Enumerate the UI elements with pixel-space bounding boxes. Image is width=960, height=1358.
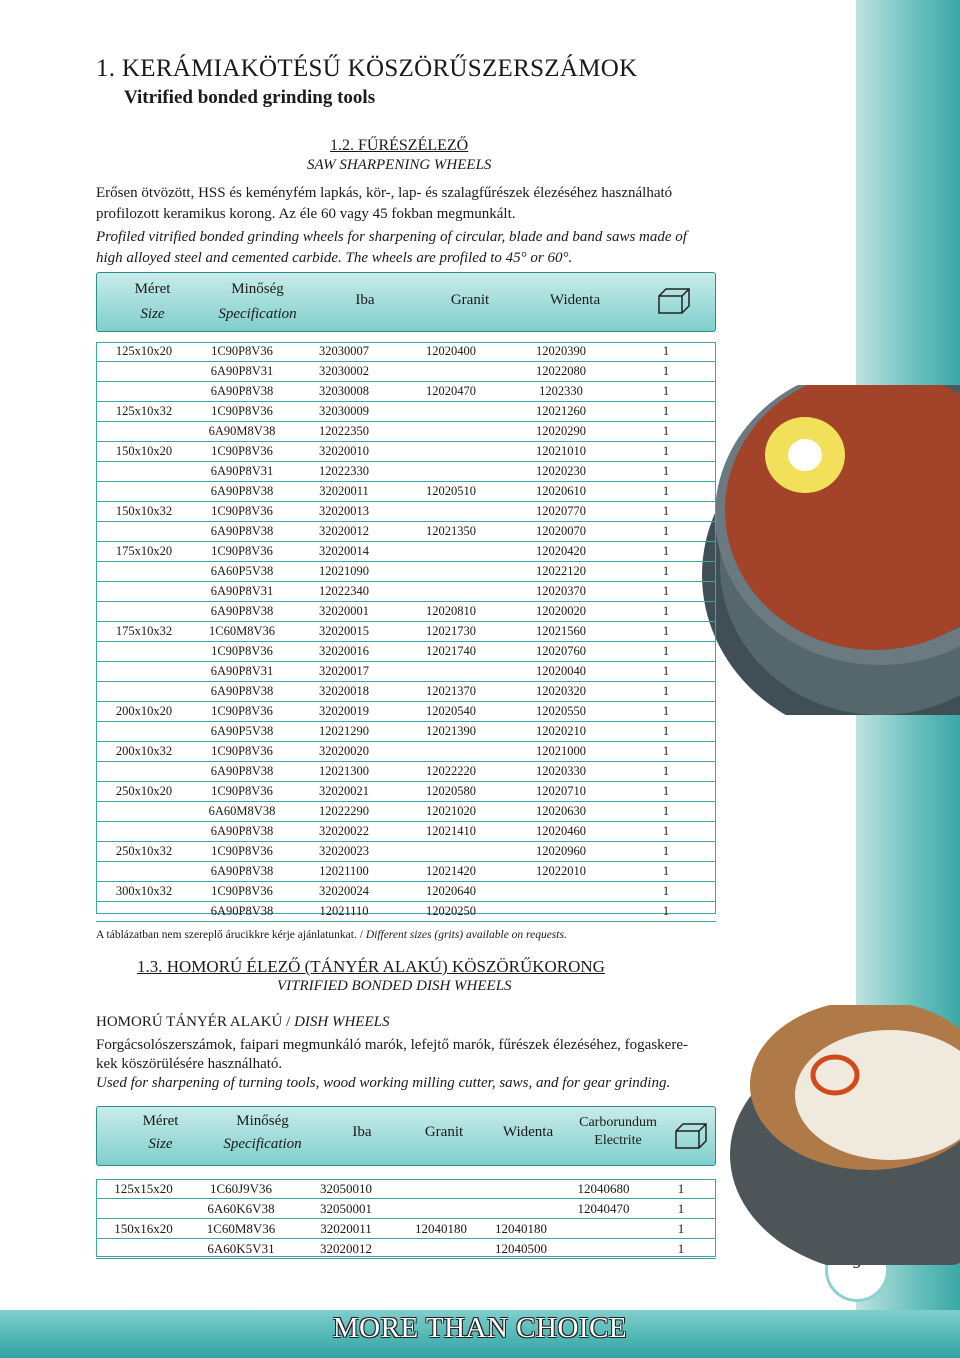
table-cell: 12020710 xyxy=(536,784,586,798)
table-cell: 12020400 xyxy=(426,344,476,358)
table-cell: 6A90P8V38 xyxy=(210,684,274,698)
section1-desc-en-2: high alloyed steel and cemented carbide. The wheels are profiled to 45° or 60°. xyxy=(96,250,573,266)
s2-header-size-en: Size xyxy=(148,1136,173,1152)
table-cell: 1 xyxy=(662,824,670,838)
table-row xyxy=(96,542,716,562)
table-cell xyxy=(481,1199,561,1219)
table-cell: 6A60P5V38 xyxy=(210,564,274,578)
table-cell: 1 xyxy=(662,464,670,478)
table-cell: 32020014 xyxy=(319,544,369,558)
table-cell xyxy=(96,482,192,502)
table-cell: 32030009 xyxy=(319,404,369,418)
table-row xyxy=(96,402,716,422)
table-row xyxy=(96,1179,716,1199)
table-cell: 1 xyxy=(662,844,670,858)
table-row xyxy=(96,482,716,502)
table-cell xyxy=(561,1219,646,1239)
table-cell: 1 xyxy=(662,504,670,518)
table-cell: 1C90P8V36 xyxy=(211,704,273,718)
table-cell xyxy=(396,362,506,382)
table-cell: 12020070 xyxy=(536,524,586,538)
table-cell xyxy=(506,902,616,922)
table-cell xyxy=(96,902,192,922)
table-cell: 12021090 xyxy=(319,564,369,578)
table-cell: 12021300 xyxy=(319,764,369,778)
table-row xyxy=(96,882,716,902)
table-cell: 1C90P8V36 xyxy=(211,784,273,798)
dish-title-hu: HOMORÚ TÁNYÉR ALAKÚ / xyxy=(96,1014,295,1030)
table-cell: 1202330 xyxy=(539,384,583,398)
table-cell: 6A60K5V31 xyxy=(207,1241,275,1256)
page-title: 1. KERÁMIAKÖTÉSŰ KÖSZÖRŰSZERSZÁMOK xyxy=(96,55,638,82)
table-row xyxy=(96,1199,716,1219)
table-cell xyxy=(561,1239,646,1259)
table-cell: 1 xyxy=(662,424,670,438)
table-cell: 200x10x32 xyxy=(115,744,173,758)
table-cell xyxy=(96,522,192,542)
section1-table xyxy=(96,342,716,922)
table-cell: 32030008 xyxy=(319,384,369,398)
s2-header-spec-hu: Minőség xyxy=(236,1113,289,1129)
table-cell: 12020510 xyxy=(426,484,476,498)
table-cell: 1 xyxy=(662,344,670,358)
table-cell xyxy=(396,402,506,422)
table-cell: 200x10x20 xyxy=(115,704,173,718)
table-cell: 32020024 xyxy=(319,884,369,898)
table-cell: 1C90P8V36 xyxy=(211,504,273,518)
table-cell: 12020540 xyxy=(426,704,476,718)
table-cell: 1 xyxy=(662,624,670,638)
table-cell: 1 xyxy=(677,1181,685,1196)
table-cell: 12022350 xyxy=(319,424,369,438)
table-cell xyxy=(96,662,192,682)
table-cell xyxy=(96,1239,191,1259)
table-cell: 1C90P8V36 xyxy=(211,344,273,358)
table-cell xyxy=(96,762,192,782)
section2-desc-en: Used for sharpening of turning tools, wood working milling cutter, saws, and for gear grinding. xyxy=(96,1075,671,1091)
table-cell: 12022080 xyxy=(536,364,586,378)
table-cell: 12021410 xyxy=(426,824,476,838)
grinding-wheel-image xyxy=(690,385,960,715)
header-size-en: Size xyxy=(140,306,165,322)
table-cell: 12022220 xyxy=(426,764,476,778)
table-cell xyxy=(506,882,616,902)
s2-header-widenta: Widenta xyxy=(502,1124,554,1140)
table-cell: 1 xyxy=(662,784,670,798)
page-subtitle: Vitrified bonded grinding tools xyxy=(124,87,376,108)
table-cell: 1 xyxy=(662,804,670,818)
table-cell xyxy=(396,742,506,762)
table-row xyxy=(96,1239,716,1259)
table-cell: 12021100 xyxy=(319,864,369,878)
table-row xyxy=(96,742,716,762)
table-row xyxy=(96,562,716,582)
table-cell: 1 xyxy=(662,564,670,578)
table-cell: 1 xyxy=(662,404,670,418)
header-spec-hu: Minőség xyxy=(231,281,284,297)
table-cell: 32020018 xyxy=(319,684,369,698)
table-cell: 125x15x20 xyxy=(114,1181,173,1196)
table-cell: 12020370 xyxy=(536,584,586,598)
table-cell: 12040680 xyxy=(577,1181,630,1196)
header-size-hu: Méret xyxy=(134,281,171,297)
table-cell: 300x10x32 xyxy=(115,884,173,898)
table-cell xyxy=(96,722,192,742)
table-cell xyxy=(401,1179,481,1199)
table-cell: 12040470 xyxy=(577,1201,630,1216)
box-icon xyxy=(656,286,692,316)
table-row xyxy=(96,462,716,482)
table-cell: 1 xyxy=(662,444,670,458)
box-icon xyxy=(673,1121,709,1151)
table-cell: 1 xyxy=(662,684,670,698)
table-cell: 12021740 xyxy=(426,644,476,658)
table-cell: 12022330 xyxy=(319,464,369,478)
note-hu: A táblázatban nem szereplő árucikkre kérje ajánlatunkat. / xyxy=(96,929,366,941)
table-row xyxy=(96,682,716,702)
table-cell: 12020420 xyxy=(536,544,586,558)
table-cell: 32020001 xyxy=(319,604,369,618)
table-cell: 12021420 xyxy=(426,864,476,878)
table-cell: 32020021 xyxy=(319,784,369,798)
table-cell xyxy=(396,582,506,602)
table-row xyxy=(96,662,716,682)
table-cell: 12021350 xyxy=(426,524,476,538)
table-row xyxy=(96,642,716,662)
table-row xyxy=(96,902,716,922)
table-cell: 12020610 xyxy=(536,484,586,498)
table-cell: 32020011 xyxy=(320,1221,372,1236)
table-cell: 32030007 xyxy=(319,344,369,358)
table-cell xyxy=(96,562,192,582)
table-cell xyxy=(96,382,192,402)
table-cell: 6A90P8V38 xyxy=(210,484,274,498)
s2-header-carborundum: Carborundum xyxy=(579,1115,657,1130)
table-cell: 32020016 xyxy=(319,644,369,658)
table-cell: 12020230 xyxy=(536,464,586,478)
table-cell: 6A90P8V31 xyxy=(210,664,274,678)
table-cell: 1C60M8V36 xyxy=(206,1221,276,1236)
table-cell: 32020023 xyxy=(319,844,369,858)
s2-header-granit: Granit xyxy=(424,1124,464,1140)
table-cell: 12020810 xyxy=(426,604,476,618)
table-cell: 32020020 xyxy=(319,744,369,758)
table-cell: 6A90P8V31 xyxy=(210,464,274,478)
table-cell xyxy=(96,802,192,822)
table-cell: 12022120 xyxy=(536,564,586,578)
table-cell: 12020040 xyxy=(536,664,586,678)
section1-desc-hu-2: profilozott keramikus korong. Az éle 60 vagy 45 fokban megmunkált. xyxy=(96,206,516,222)
table-cell: 12020390 xyxy=(536,344,586,358)
table-cell: 12021290 xyxy=(319,724,369,738)
table-row xyxy=(96,342,716,362)
table-cell: 32020012 xyxy=(320,1241,372,1256)
dish-title-en: DISH WHEELS xyxy=(294,1014,390,1030)
table-cell: 150x16x20 xyxy=(114,1221,173,1236)
table-cell xyxy=(401,1199,481,1219)
table-cell xyxy=(96,862,192,882)
table-row xyxy=(96,522,716,542)
table-cell: 6A90P8V38 xyxy=(210,604,274,618)
table-cell: 6A60M8V38 xyxy=(208,804,276,818)
table-cell: 1 xyxy=(662,524,670,538)
table-cell: 1 xyxy=(662,764,670,778)
table-cell: 6A90P8V38 xyxy=(210,904,274,918)
table-cell: 175x10x32 xyxy=(115,624,173,638)
table-cell xyxy=(96,682,192,702)
table-cell: 12020320 xyxy=(536,684,586,698)
table-cell: 12020640 xyxy=(426,884,476,898)
table-cell: 1 xyxy=(662,744,670,758)
table-row xyxy=(96,382,716,402)
table-cell xyxy=(401,1239,481,1259)
table-cell: 1C60M8V36 xyxy=(209,624,275,638)
section1-desc-en-1: Profiled vitrified bonded grinding wheels for sharpening of circular, blade and band saws made of xyxy=(96,229,687,245)
table-cell: 32020011 xyxy=(319,484,369,498)
table-cell: 6A90M8V38 xyxy=(208,424,276,438)
table-cell: 12020020 xyxy=(536,604,586,618)
table-cell: 32050010 xyxy=(320,1181,372,1196)
table-cell: 1 xyxy=(662,544,670,558)
table-cell: 32020012 xyxy=(319,524,369,538)
header-granit: Granit xyxy=(450,292,490,308)
table-cell xyxy=(396,442,506,462)
table-cell: 1 xyxy=(662,884,670,898)
table-cell: 12020210 xyxy=(536,724,586,738)
table-cell: 150x10x20 xyxy=(115,444,173,458)
table-cell: 12022290 xyxy=(319,804,369,818)
section1-subtitle: SAW SHARPENING WHEELS xyxy=(307,157,492,173)
table-cell: 12020760 xyxy=(536,644,586,658)
section2-table xyxy=(96,1179,716,1259)
table-cell: 12021730 xyxy=(426,624,476,638)
table-cell: 12020960 xyxy=(536,844,586,858)
table-cell: 32020019 xyxy=(319,704,369,718)
table-row xyxy=(96,602,716,622)
table-row xyxy=(96,702,716,722)
table-row xyxy=(96,422,716,442)
table-cell: 1C90P8V36 xyxy=(211,544,273,558)
table-cell: 1C90P8V36 xyxy=(211,844,273,858)
table-row xyxy=(96,802,716,822)
table-cell: 1 xyxy=(677,1241,685,1256)
table-cell: 1C90P8V36 xyxy=(211,444,273,458)
table-cell: 1 xyxy=(662,904,670,918)
table-cell: 12022010 xyxy=(536,864,586,878)
table-cell xyxy=(96,1199,191,1219)
table-cell: 150x10x32 xyxy=(115,504,173,518)
table-cell: 1C90P8V36 xyxy=(211,404,273,418)
table-row xyxy=(96,782,716,802)
table-cell xyxy=(396,542,506,562)
table-cell: 6A90P8V31 xyxy=(210,584,274,598)
table-cell xyxy=(396,422,506,442)
table-cell: 1 xyxy=(662,384,670,398)
table-cell: 12040180 xyxy=(415,1221,467,1236)
table-cell xyxy=(396,502,506,522)
table-cell: 12021110 xyxy=(319,904,369,918)
table-cell xyxy=(481,1179,561,1199)
table-cell: 250x10x32 xyxy=(115,844,173,858)
table-cell xyxy=(96,422,192,442)
s2-header-size-hu: Méret xyxy=(142,1113,179,1129)
table-cell: 1 xyxy=(677,1221,685,1236)
section2-title: 1.3. HOMORÚ ÉLEZŐ (TÁNYÉR ALAKÚ) KÖSZÖRŰKORONG xyxy=(137,957,605,976)
table-cell: 6A90P8V31 xyxy=(210,364,274,378)
table-cell: 1 xyxy=(662,724,670,738)
table-cell: 32020010 xyxy=(319,444,369,458)
s2-header-electrite: Electrite xyxy=(594,1133,642,1148)
note-en: Different sizes (grits) available on requests. xyxy=(365,929,567,941)
table-cell: 1 xyxy=(662,604,670,618)
table-cell: 1C90P8V36 xyxy=(211,744,273,758)
table-cell xyxy=(396,562,506,582)
table-cell: 12021000 xyxy=(536,744,586,758)
table-note xyxy=(96,929,567,941)
table-cell: 175x10x20 xyxy=(115,544,173,558)
table-cell: 12021010 xyxy=(536,444,586,458)
table-row xyxy=(96,1219,716,1239)
table-cell: 12020290 xyxy=(536,424,586,438)
header-iba: Iba xyxy=(355,292,375,308)
table-cell xyxy=(396,662,506,682)
table-cell: 6A90P8V38 xyxy=(210,384,274,398)
table-cell: 1 xyxy=(677,1201,685,1216)
header-spec-en: Specification xyxy=(218,306,297,322)
table-row xyxy=(96,502,716,522)
table-cell: 12021370 xyxy=(426,684,476,698)
table-row xyxy=(96,762,716,782)
table-cell xyxy=(96,822,192,842)
table-cell: 250x10x20 xyxy=(115,784,173,798)
table-cell: 1C90P8V36 xyxy=(211,884,273,898)
table-cell: 1 xyxy=(662,704,670,718)
table-row xyxy=(96,842,716,862)
section2-desc-hu-1: Forgácsolószerszámok, faipari megmunkáló marók, lefejtő marók, fűrészek élezéséhez, fogaskere- xyxy=(96,1037,688,1053)
table-cell: 6A90P8V38 xyxy=(210,524,274,538)
table-cell xyxy=(396,462,506,482)
table-cell: 32020022 xyxy=(319,824,369,838)
table-cell xyxy=(96,362,192,382)
table-cell: 6A90P8V38 xyxy=(210,764,274,778)
table-cell: 32030002 xyxy=(319,364,369,378)
table-cell: 1C60J9V36 xyxy=(209,1181,273,1196)
table-cell xyxy=(96,602,192,622)
table-row xyxy=(96,442,716,462)
table-cell: 12021260 xyxy=(536,404,586,418)
table-cell: 12020330 xyxy=(536,764,586,778)
table-cell: 125x10x20 xyxy=(115,344,173,358)
table-cell: 6A90P5V38 xyxy=(210,724,274,738)
table-cell: 1 xyxy=(662,644,670,658)
table-row xyxy=(96,862,716,882)
table-row xyxy=(96,582,716,602)
table-cell: 32050001 xyxy=(320,1201,372,1216)
table-cell: 32020015 xyxy=(319,624,369,638)
table-cell: 12020470 xyxy=(426,384,476,398)
table-row xyxy=(96,822,716,842)
table-cell: 6A90P8V38 xyxy=(210,824,274,838)
section2-desc-hu-2: kek köszörülésére használható. xyxy=(96,1056,283,1072)
table-cell: 12020460 xyxy=(536,824,586,838)
table-row xyxy=(96,362,716,382)
section1-desc-hu-1: Erősen ötvözött, HSS és keményfém lapkás, kör-, lap- és szalagfűrészek élezéséhez használható xyxy=(96,185,673,201)
table-cell: 12022340 xyxy=(319,584,369,598)
table-cell: 12020250 xyxy=(426,904,476,918)
header-widenta: Widenta xyxy=(549,292,601,308)
table-cell xyxy=(396,842,506,862)
table-cell: 12021390 xyxy=(426,724,476,738)
table-cell: 1C90P8V36 xyxy=(211,644,273,658)
table-cell: 1 xyxy=(662,584,670,598)
table-cell: 12020770 xyxy=(536,504,586,518)
table-cell: 12020550 xyxy=(536,704,586,718)
table-cell: 1 xyxy=(662,484,670,498)
table-cell: 125x10x32 xyxy=(115,404,173,418)
table-cell xyxy=(96,642,192,662)
table-row xyxy=(96,722,716,742)
table-cell: 6A60K6V38 xyxy=(207,1201,275,1216)
table-cell: 12020630 xyxy=(536,804,586,818)
table-cell: 1 xyxy=(662,664,670,678)
table-cell: 12040500 xyxy=(495,1241,547,1256)
table-cell: 32020013 xyxy=(319,504,369,518)
section1-table-header xyxy=(96,272,716,332)
s2-header-iba: Iba xyxy=(352,1124,372,1140)
dish-product-title xyxy=(96,1014,389,1031)
table-cell xyxy=(96,462,192,482)
table-cell xyxy=(96,582,192,602)
table-cell: 6A90P8V38 xyxy=(210,864,274,878)
s2-header-spec-en: Specification xyxy=(223,1136,302,1152)
section2-subtitle: VITRIFIED BONDED DISH WHEELS xyxy=(277,978,512,994)
table-cell: 12021020 xyxy=(426,804,476,818)
table-row xyxy=(96,622,716,642)
table-cell: 12021560 xyxy=(536,624,586,638)
table-cell: 12040180 xyxy=(495,1221,547,1236)
table-cell: 32020017 xyxy=(319,664,369,678)
section1-title: 1.2. FŰRÉSZÉLEZŐ xyxy=(330,137,469,154)
dish-wheel-image xyxy=(720,1005,960,1265)
slogan: MORE THAN CHOICE xyxy=(332,1312,628,1344)
table-cell: 1 xyxy=(662,364,670,378)
table-cell: 12020580 xyxy=(426,784,476,798)
table-cell: 1 xyxy=(662,864,670,878)
